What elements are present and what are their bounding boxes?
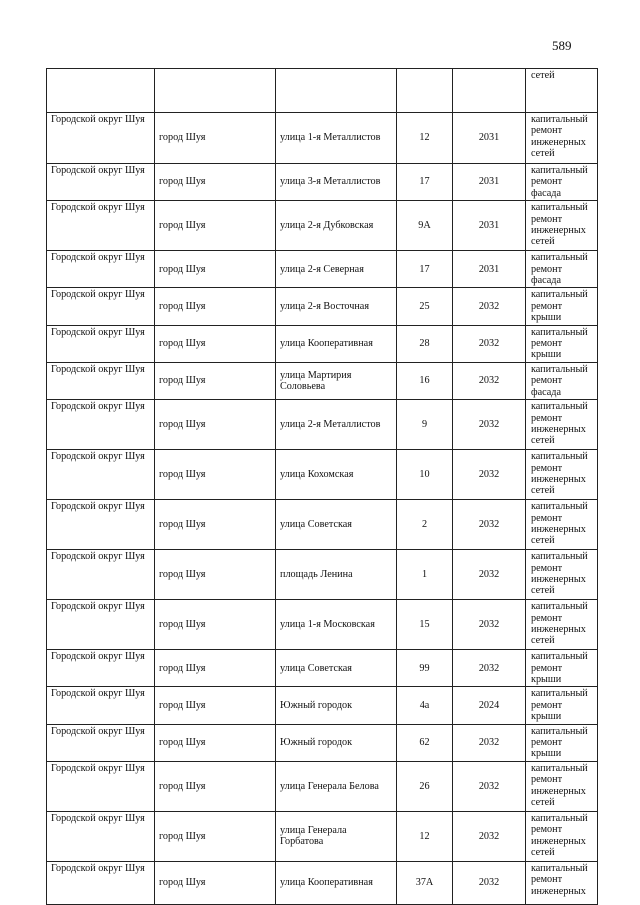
table-row xyxy=(47,650,598,687)
city-cell: город Шуя xyxy=(155,113,276,164)
district-cell: Городской округ Шуя xyxy=(47,650,155,687)
house-number-cell: 62 xyxy=(397,724,453,761)
house-number-cell: 12 xyxy=(397,113,453,164)
city-cell: город Шуя xyxy=(155,650,276,687)
house-number-cell: 26 xyxy=(397,761,453,811)
house-number-cell: 17 xyxy=(397,164,453,201)
work-type-cell: капитальный ремонт фасада xyxy=(526,251,598,288)
district-cell: Городской округ Шуя xyxy=(47,687,155,724)
work-type-cell: капитальный ремонт фасада xyxy=(526,362,598,399)
street-cell: улица Советская xyxy=(276,500,397,550)
street-cell: улица Генерала Белова xyxy=(276,761,397,811)
street-cell: улица 2-я Металлистов xyxy=(276,400,397,450)
house-number-cell: 2 xyxy=(397,500,453,550)
year-cell: 2032 xyxy=(453,550,526,600)
district-cell: Городской округ Шуя xyxy=(47,600,155,650)
street-cell: улица 1-я Московская xyxy=(276,600,397,650)
street-cell: улица 1-я Металлистов xyxy=(276,113,397,164)
work-type-cell: капитальный ремонт крыши xyxy=(526,288,598,325)
city-cell: город Шуя xyxy=(155,724,276,761)
year-cell: 2031 xyxy=(453,251,526,288)
table-row xyxy=(47,500,598,550)
street-cell: улица 2-я Дубковская xyxy=(276,201,397,251)
table-row xyxy=(47,761,598,811)
district-cell: Городской округ Шуя xyxy=(47,724,155,761)
work-type-cell: капитальный ремонт крыши xyxy=(526,325,598,362)
year-cell xyxy=(453,69,526,113)
city-cell: город Шуя xyxy=(155,400,276,450)
work-type-cell: капитальный ремонт фасада xyxy=(526,164,598,201)
street-cell: улица Советская xyxy=(276,650,397,687)
district-cell: Городской округ Шуя xyxy=(47,500,155,550)
table-row xyxy=(47,687,598,724)
district-cell: Городской округ Шуя xyxy=(47,251,155,288)
street-cell: улица 2-я Восточная xyxy=(276,288,397,325)
year-cell: 2031 xyxy=(453,113,526,164)
city-cell: город Шуя xyxy=(155,861,276,904)
house-number-cell: 9 xyxy=(397,400,453,450)
street-cell: площадь Ленина xyxy=(276,550,397,600)
table-row xyxy=(47,600,598,650)
district-cell: Городской округ Шуя xyxy=(47,164,155,201)
year-cell: 2032 xyxy=(453,400,526,450)
year-cell: 2032 xyxy=(453,362,526,399)
city-cell: город Шуя xyxy=(155,251,276,288)
year-cell: 2032 xyxy=(453,811,526,861)
work-type-cell: капитальный ремонт инженерных сетей xyxy=(526,500,598,550)
table-row xyxy=(47,113,598,164)
street-cell xyxy=(276,69,397,113)
street-cell: улица 2-я Северная xyxy=(276,251,397,288)
city-cell: город Шуя xyxy=(155,550,276,600)
year-cell: 2032 xyxy=(453,600,526,650)
city-cell: город Шуя xyxy=(155,450,276,500)
work-type-cell: капитальный ремонт крыши xyxy=(526,687,598,724)
district-cell: Городской округ Шуя xyxy=(47,811,155,861)
year-cell: 2032 xyxy=(453,724,526,761)
table-row xyxy=(47,400,598,450)
table-row xyxy=(47,450,598,500)
city-cell: город Шуя xyxy=(155,811,276,861)
year-cell: 2032 xyxy=(453,861,526,904)
year-cell: 2032 xyxy=(453,288,526,325)
house-number-cell: 99 xyxy=(397,650,453,687)
work-type-cell: капитальный ремонт инженерных сетей xyxy=(526,600,598,650)
city-cell: город Шуя xyxy=(155,761,276,811)
street-cell: улица Кооперативная xyxy=(276,325,397,362)
city-cell: город Шуя xyxy=(155,687,276,724)
work-type-cell: капитальный ремонт инженерных xyxy=(526,861,598,904)
work-type-cell: капитальный ремонт инженерных сетей xyxy=(526,811,598,861)
city-cell: город Шуя xyxy=(155,164,276,201)
year-cell: 2032 xyxy=(453,761,526,811)
table-row xyxy=(47,201,598,251)
house-number-cell: 4а xyxy=(397,687,453,724)
page-number: 589 xyxy=(552,38,572,53)
city-cell xyxy=(155,69,276,113)
district-cell: Городской округ Шуя xyxy=(47,861,155,904)
street-cell: улица Кооперативная xyxy=(276,861,397,904)
work-type-cell: капитальный ремонт крыши xyxy=(526,650,598,687)
district-cell: Городской округ Шуя xyxy=(47,450,155,500)
house-number-cell: 15 xyxy=(397,600,453,650)
district-cell xyxy=(47,69,155,113)
street-cell: Южный городок xyxy=(276,687,397,724)
work-type-cell: капитальный ремонт инженерных сетей xyxy=(526,201,598,251)
district-cell: Городской округ Шуя xyxy=(47,288,155,325)
city-cell: город Шуя xyxy=(155,500,276,550)
year-cell: 2032 xyxy=(453,650,526,687)
year-cell: 2024 xyxy=(453,687,526,724)
city-cell: город Шуя xyxy=(155,362,276,399)
house-number-cell: 25 xyxy=(397,288,453,325)
table-row xyxy=(47,325,598,362)
house-number-cell: 9А xyxy=(397,201,453,251)
work-type-cell: капитальный ремонт инженерных сетей xyxy=(526,761,598,811)
table-row xyxy=(47,164,598,201)
district-cell: Городской округ Шуя xyxy=(47,400,155,450)
house-number-cell: 28 xyxy=(397,325,453,362)
work-type-cell: капитальный ремонт инженерных сетей xyxy=(526,550,598,600)
work-type-cell: капитальный ремонт инженерных сетей xyxy=(526,400,598,450)
year-cell: 2032 xyxy=(453,450,526,500)
table-row xyxy=(47,288,598,325)
street-cell: Южный городок xyxy=(276,724,397,761)
city-cell: город Шуя xyxy=(155,600,276,650)
district-cell: Городской округ Шуя xyxy=(47,113,155,164)
house-number-cell: 37А xyxy=(397,861,453,904)
house-number-cell: 17 xyxy=(397,251,453,288)
housing-repair-table xyxy=(46,68,598,905)
table-row xyxy=(47,861,598,904)
district-cell: Городской округ Шуя xyxy=(47,550,155,600)
year-cell: 2031 xyxy=(453,201,526,251)
district-cell: Городской округ Шуя xyxy=(47,201,155,251)
house-number-cell: 10 xyxy=(397,450,453,500)
district-cell: Городской округ Шуя xyxy=(47,761,155,811)
street-cell: улица 3-я Металлистов xyxy=(276,164,397,201)
table-row xyxy=(47,251,598,288)
work-type-cell: капитальный ремонт инженерных сетей xyxy=(526,113,598,164)
table-row xyxy=(47,811,598,861)
house-number-cell: 12 xyxy=(397,811,453,861)
year-cell: 2032 xyxy=(453,325,526,362)
city-cell: город Шуя xyxy=(155,325,276,362)
table-row xyxy=(47,724,598,761)
work-type-cell: капитальный ремонт инженерных сетей xyxy=(526,450,598,500)
house-number-cell: 1 xyxy=(397,550,453,600)
district-cell: Городской округ Шуя xyxy=(47,362,155,399)
work-type-cell: капитальный ремонт крыши xyxy=(526,724,598,761)
house-number-cell xyxy=(397,69,453,113)
street-cell: улица Генерала Горбатова xyxy=(276,811,397,861)
table-row xyxy=(47,69,598,113)
year-cell: 2031 xyxy=(453,164,526,201)
city-cell: город Шуя xyxy=(155,288,276,325)
district-cell: Городской округ Шуя xyxy=(47,325,155,362)
table-row xyxy=(47,550,598,600)
table-row xyxy=(47,362,598,399)
work-type-cell: сетей xyxy=(526,69,598,113)
year-cell: 2032 xyxy=(453,500,526,550)
house-number-cell: 16 xyxy=(397,362,453,399)
city-cell: город Шуя xyxy=(155,201,276,251)
street-cell: улица Кохомская xyxy=(276,450,397,500)
street-cell: улица Мартирия Соловьева xyxy=(276,362,397,399)
